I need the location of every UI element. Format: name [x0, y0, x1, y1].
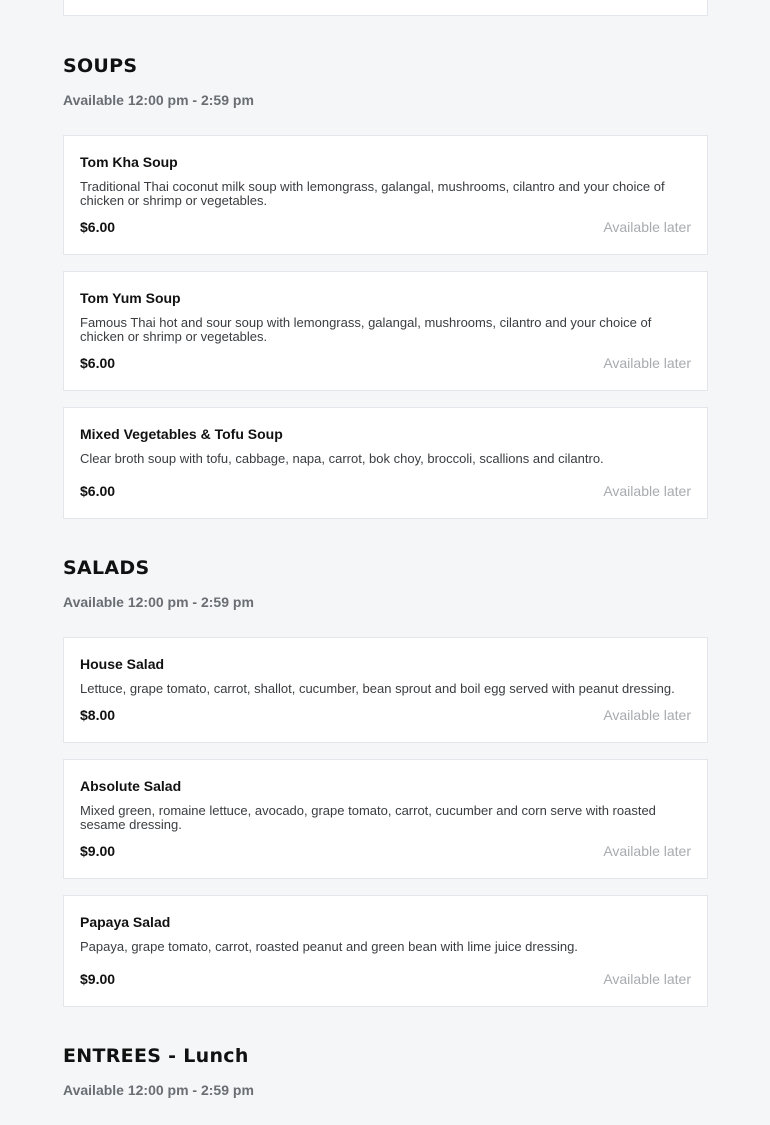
item-price: $6.00: [80, 219, 116, 235]
item-description: Papaya, grape tomato, carrot, roasted peanut and green bean with lime juice dressing.: [80, 939, 578, 954]
menu-item-card[interactable]: [63, 759, 708, 879]
item-footer: [80, 842, 691, 860]
menu-item-card[interactable]: [63, 135, 708, 255]
item-name: Mixed Vegetables & Tofu Soup: [80, 426, 283, 442]
section-availability: Available 12:00 pm - 2:59 pm: [63, 594, 254, 610]
item-availability-status: Available later: [603, 219, 691, 235]
menu-item-card[interactable]: [63, 271, 708, 391]
item-price: $6.00: [80, 355, 116, 371]
section-salads: [63, 555, 708, 1007]
item-name: Tom Kha Soup: [80, 154, 178, 170]
item-description: Famous Thai hot and sour soup with lemongrass, galangal, mushrooms, cilantro and your choice of chicken or shrimp or vegetables.: [80, 315, 652, 344]
section-title: ENTREES - Lunch: [63, 1045, 249, 1067]
item-description: Mixed green, romaine lettuce, avocado, grape tomato, carrot, cucumber and corn serve with roasted sesame dressing.: [80, 803, 656, 832]
item-name: Absolute Salad: [80, 778, 182, 794]
item-price: $8.00: [80, 707, 116, 723]
item-price: $9.00: [80, 843, 116, 859]
item-footer: [80, 706, 691, 724]
section-title: SOUPS: [63, 55, 138, 77]
item-description: Lettuce, grape tomato, carrot, shallot, cucumber, bean sprout and boil egg served with peanut dressing.: [80, 681, 675, 696]
menu-item-card[interactable]: [63, 637, 708, 743]
item-availability-status: Available later: [603, 707, 691, 723]
section-title: SALADS: [63, 557, 150, 579]
menu-content: [63, 0, 708, 1125]
item-footer: [80, 482, 691, 500]
item-availability-status: Available later: [603, 355, 691, 371]
item-price: $9.00: [80, 971, 116, 987]
item-availability-status: Available later: [603, 971, 691, 987]
item-description: Clear broth soup with tofu, cabbage, napa, carrot, bok choy, broccoli, scallions and cilantro.: [80, 451, 604, 466]
item-name: Tom Yum Soup: [80, 290, 181, 306]
menu-item-card[interactable]: [63, 407, 708, 519]
item-price: $6.00: [80, 483, 116, 499]
section-soups: [63, 53, 708, 519]
item-description: Traditional Thai coconut milk soup with lemongrass, galangal, mushrooms, cilantro and your choice of chicken or shrimp or vegetables.: [80, 179, 665, 208]
item-availability-status: Available later: [603, 483, 691, 499]
section-availability: Available 12:00 pm - 2:59 pm: [63, 92, 254, 108]
item-name: House Salad: [80, 656, 165, 672]
section-availability: Available 12:00 pm - 2:59 pm: [63, 1082, 254, 1098]
item-footer: [80, 354, 691, 372]
item-footer: [80, 970, 691, 988]
section-entrees-lunch: [63, 1043, 708, 1099]
item-availability-status: Available later: [603, 843, 691, 859]
previous-item-card[interactable]: [63, 0, 708, 16]
menu-item-card[interactable]: [63, 895, 708, 1007]
item-name: Papaya Salad: [80, 914, 171, 930]
item-footer: [80, 218, 691, 236]
